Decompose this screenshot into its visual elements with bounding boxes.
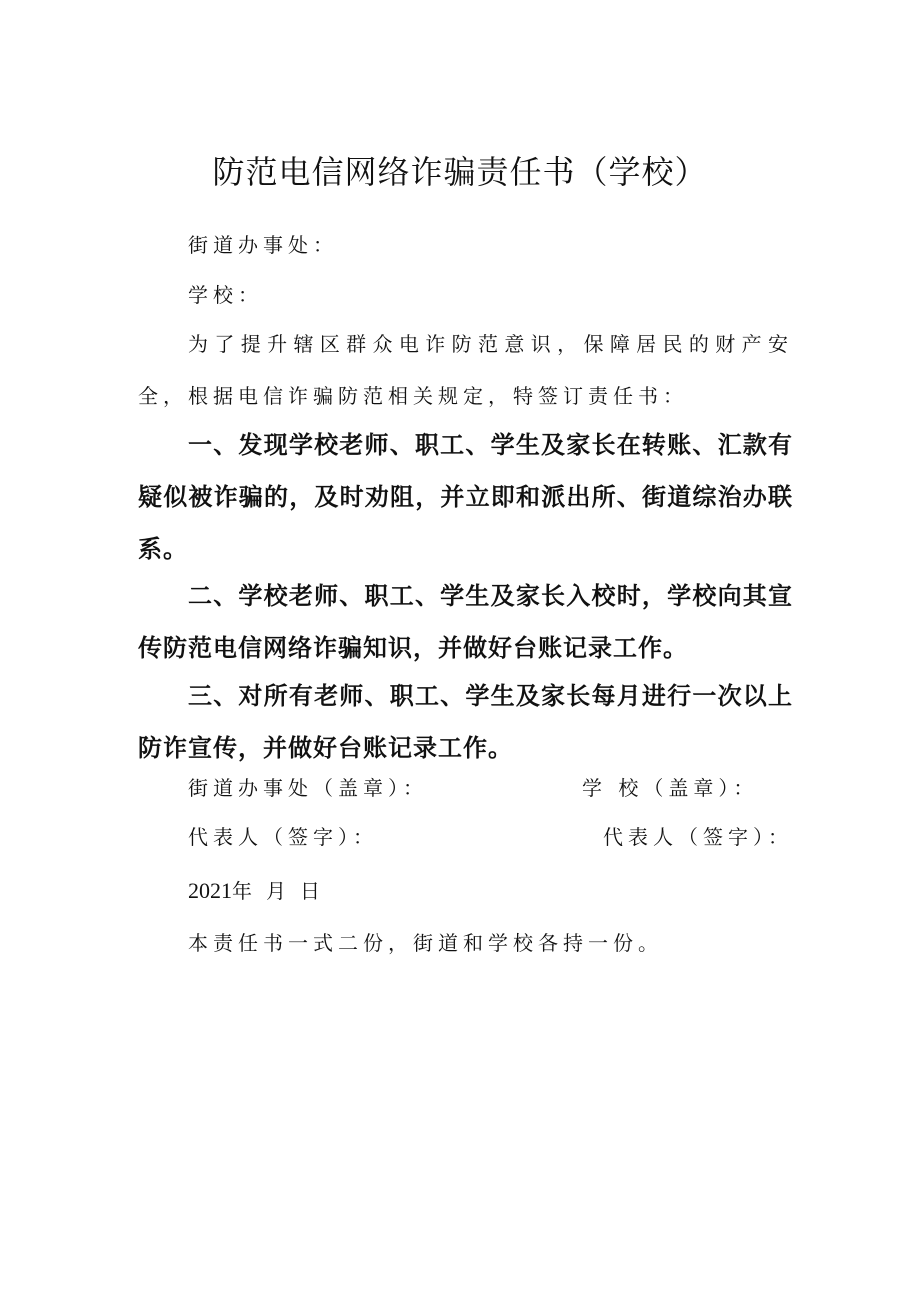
footer-note: 本责任书一式二份，街道和学校各持一份。 (188, 931, 663, 955)
date-year: 2021 (188, 878, 232, 903)
signing-date (188, 876, 320, 906)
addressee-school: 学校： (188, 283, 263, 307)
school-representative-label: 代表人（签字）： (603, 825, 793, 849)
date-day-unit: 日 (300, 879, 320, 903)
school-seal-label: 学 校（盖章）： (582, 776, 759, 800)
clause-2: 二、学校老师、职工、学生及家长入校时，学校向其宣传防范电信网络诈骗知识，并做好台账记录工作。 (138, 582, 793, 662)
intro-paragraph: 为了提升辖区群众电诈防范意识，保障居民的财产安全，根据电信诈骗防范相关规定，特签订责任书： (138, 332, 793, 408)
addressee-street-office: 街道办事处： (188, 233, 338, 257)
date-year-unit: 年 (232, 879, 252, 903)
document-title: 防范电信网络诈骗责任书（学校） (212, 153, 708, 191)
clause-3: 三、对所有老师、职工、学生及家长每月进行一次以上防诈宣传，并做好台账记录工作。 (138, 682, 793, 762)
clause-1: 一、发现学校老师、职工、学生及家长在转账、汇款有疑似被诈骗的，及时劝阻，并立即和派出所、街道综治办联系。 (138, 431, 793, 563)
street-representative-label: 代表人（签字）： (188, 825, 378, 849)
street-office-seal-label: 街道办事处（盖章）： (188, 776, 428, 800)
date-month-unit: 月 (266, 879, 286, 903)
